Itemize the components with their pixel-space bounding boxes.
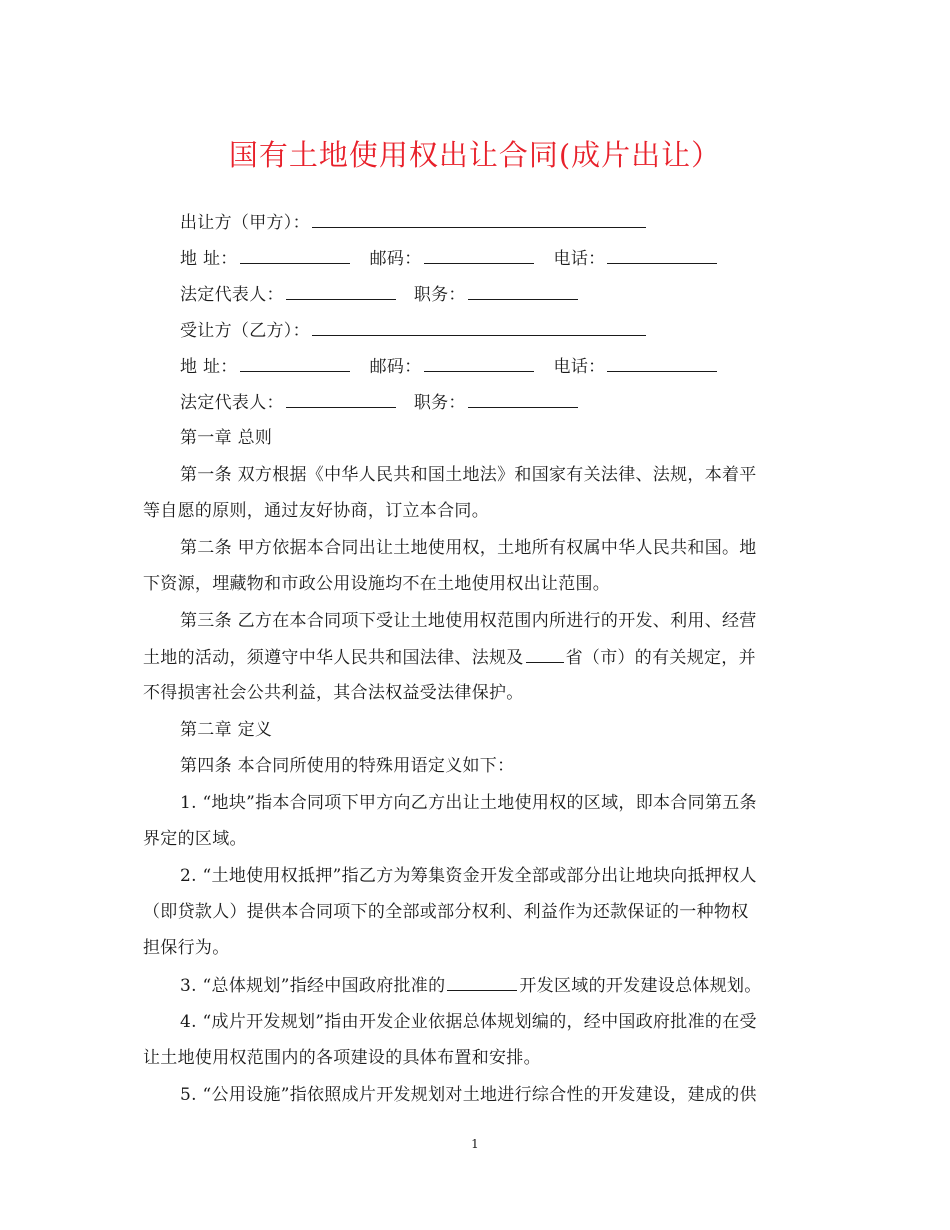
rep-blank: [286, 284, 396, 300]
text-span: 3. “总体规划”指经中国政府批准的: [180, 976, 446, 996]
tel-blank: [607, 248, 717, 264]
party-a-line: [180, 212, 648, 233]
party-b-rep-line: [180, 392, 580, 413]
paragraph-line: 2. “土地使用权抵押”指乙方为筹集资金开发全部或部分出让地块向抵押权人: [180, 866, 757, 886]
chapter-heading: 第二章 定义: [180, 720, 273, 740]
paragraph-line: 让土地使用权范围内的各项建设的具体布置和安排。: [143, 1048, 541, 1068]
address-blank: [240, 356, 350, 372]
party-a-label: 出让方（甲方）：: [180, 213, 310, 233]
paragraph-line: 第四条 本合同所使用的特殊用语定义如下：: [180, 756, 515, 776]
zip-label: 邮码：: [369, 249, 422, 269]
zip-label: 邮码：: [369, 357, 422, 377]
paragraph-line: 第二条 甲方依据本合同出让土地使用权，土地所有权属中华人民共和国。地: [180, 538, 757, 558]
chapter-heading: 第一章 总则: [180, 428, 273, 448]
paragraph-line: 担保行为。: [143, 938, 230, 958]
address-blank: [240, 248, 350, 264]
province-blank: [526, 647, 564, 663]
page-number: 1: [471, 1137, 479, 1151]
party-b-address-line: [180, 356, 719, 377]
text-span: 土地的活动，须遵守中华人民共和国法律、法规及: [143, 648, 524, 668]
zip-blank: [424, 356, 534, 372]
tel-blank: [607, 356, 717, 372]
rep-label: 法定代表人：: [180, 285, 284, 305]
address-label: 地 址：: [180, 357, 238, 377]
paragraph-line: 1. “地块”指本合同项下甲方向乙方出让土地使用权的区域，即本合同第五条: [180, 793, 757, 813]
text-span: 省（市）的有关规定，并: [565, 648, 756, 668]
paragraph-line: [180, 975, 762, 996]
paragraph-line: 5. “公用设施”指依照成片开发规划对土地进行综合性的开发建设，建成的供: [180, 1085, 757, 1105]
paragraph-line: （即贷款人）提供本合同项下的全部或部分权利、利益作为还款保证的一种物权: [143, 902, 749, 922]
paragraph-line: 第三条 乙方在本合同项下受让土地使用权范围内所进行的开发、利用、经营: [180, 611, 757, 631]
paragraph-line: 等自愿的原则，通过友好协商，订立本合同。: [143, 501, 489, 521]
rep-label: 法定代表人：: [180, 393, 284, 413]
rep-blank: [286, 392, 396, 408]
zip-blank: [424, 248, 534, 264]
paragraph-line: 4. “成片开发规划”指由开发企业依据总体规划编的，经中国政府批准的在受: [180, 1012, 757, 1032]
address-label: 地 址：: [180, 249, 238, 269]
position-blank: [468, 284, 578, 300]
paragraph-line: 不得损害社会公共利益，其合法权益受法律保护。: [143, 683, 524, 703]
document-title: 国有土地使用权出让合同(成片出让）: [228, 138, 722, 172]
party-b-label: 受让方（乙方）：: [180, 321, 310, 341]
party-a-rep-line: [180, 284, 580, 305]
paragraph-line: 下资源，埋藏物和市政公用设施均不在土地使用权出让范围。: [143, 574, 611, 594]
paragraph-line: 第一条 双方根据《中华人民共和国土地法》和国家有关法律、法规，本着平: [180, 465, 757, 485]
party-a-address-line: [180, 248, 719, 269]
position-label: 职务：: [413, 285, 466, 305]
party-b-line: [180, 320, 648, 341]
party-b-blank: [312, 320, 646, 336]
region-blank: [447, 975, 517, 991]
position-label: 职务：: [413, 393, 466, 413]
party-a-blank: [312, 212, 646, 228]
text-span: 开发区域的开发建设总体规划。: [519, 976, 762, 996]
position-blank: [468, 392, 578, 408]
tel-label: 电话：: [553, 249, 606, 269]
paragraph-line: [143, 647, 756, 668]
tel-label: 电话：: [553, 357, 606, 377]
paragraph-line: 界定的区域。: [143, 829, 247, 849]
